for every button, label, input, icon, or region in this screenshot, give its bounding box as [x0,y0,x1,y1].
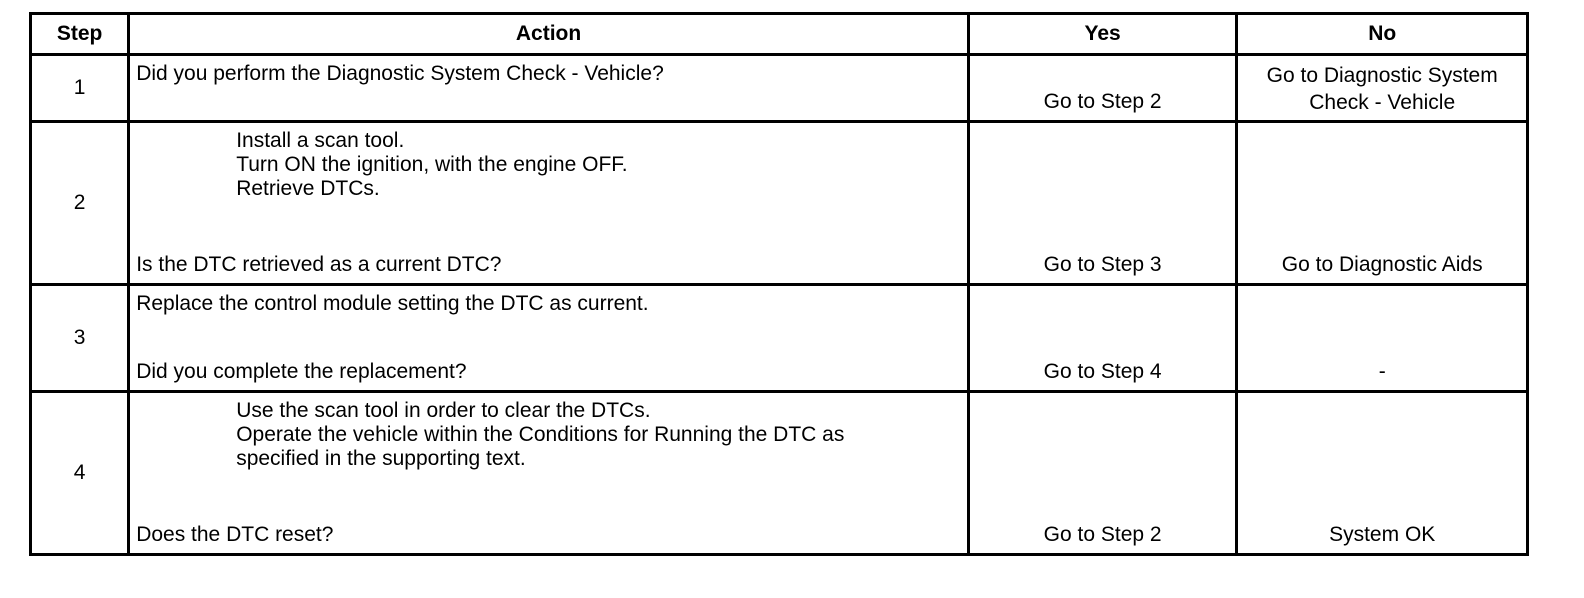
action-text: Did you perform the Diagnostic System Check - Vehicle? [136,62,664,85]
action-question: Did you complete the replacement? [136,360,467,383]
header-step: Step [31,14,129,55]
yes-cell [968,55,1237,122]
action-question: Does the DTC reset? [136,523,334,546]
action-step-item: Turn ON the ignition, with the engine OFF. [236,153,628,176]
action-step-item: Use the scan tool in order to clear the DTCs. [236,399,651,422]
yes-cell [968,285,1237,392]
diagnostic-table [29,12,1529,556]
no-result: - [1378,360,1386,383]
yes-result: Go to Step 3 [1043,253,1162,276]
no-cell [1237,55,1528,122]
no-cell [1237,392,1528,555]
no-cell [1237,285,1528,392]
step-number: 4 [31,392,129,555]
step-number: 2 [31,122,129,285]
action-step-item: Operate the vehicle within the Conditions for Running the DTC as [236,423,845,446]
action-cell [129,285,969,392]
table-row [31,55,1528,122]
action-cell [129,392,969,555]
action-cell [129,55,969,122]
header-no: No [1237,14,1528,55]
no-result-line2: Check - Vehicle [1309,91,1456,114]
step-number: 3 [31,285,129,392]
table-row [31,122,1528,285]
step-number: 1 [31,55,129,122]
header-row [31,14,1528,55]
action-step-item: Install a scan tool. [236,129,405,152]
action-steps-list [236,399,957,471]
action-step-item: specified in the supporting text. [236,447,526,470]
no-result: System OK [1329,523,1436,546]
action-question: Is the DTC retrieved as a current DTC? [136,253,502,276]
no-result-line1: Go to Diagnostic System [1266,64,1498,87]
yes-result: Go to Step 4 [1043,360,1162,383]
yes-cell [968,392,1237,555]
yes-result: Go to Step 2 [1043,523,1162,546]
no-result [1238,62,1526,116]
header-yes: Yes [968,14,1237,55]
action-steps-list [236,129,957,201]
action-cell [129,122,969,285]
no-cell [1237,122,1528,285]
header-action: Action [129,14,969,55]
action-step-item: Retrieve DTCs. [236,177,380,200]
action-text: Replace the control module setting the DTC as current. [136,292,649,315]
table-row [31,392,1528,555]
table-row [31,285,1528,392]
yes-result: Go to Step 2 [1043,90,1162,113]
no-result: Go to Diagnostic Aids [1281,253,1483,276]
yes-cell [968,122,1237,285]
